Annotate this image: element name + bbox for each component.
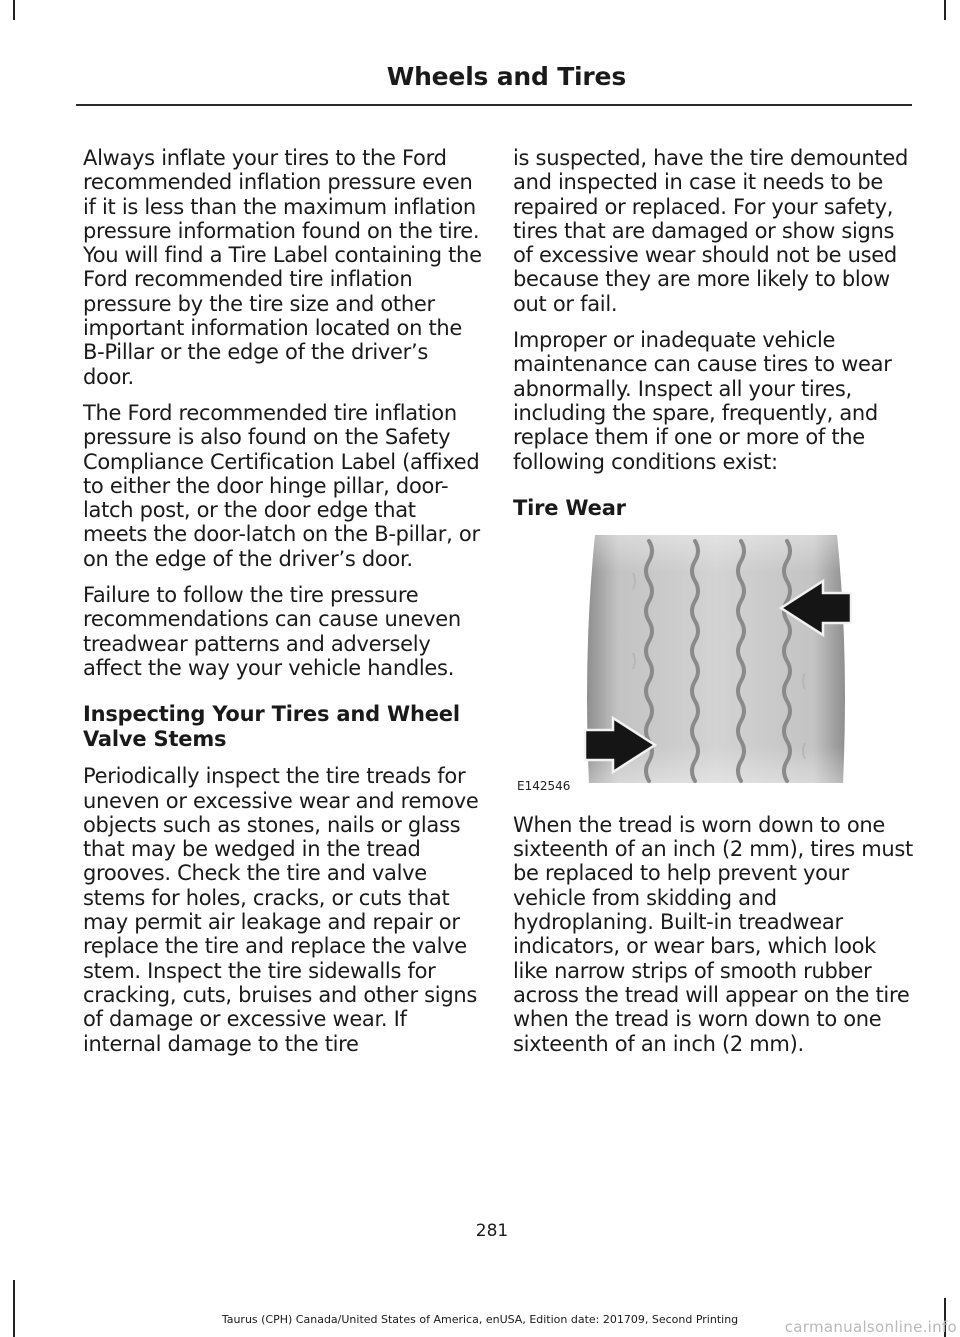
crop-mark-top-right	[944, 0, 946, 20]
footer-text: Taurus (CPH) Canada/United States of America, enUSA, Edition date: 201709, Second Printing	[221, 1313, 739, 1326]
page-title: Wheels and Tires	[386, 62, 626, 91]
header-divider	[76, 104, 912, 106]
paragraph: When the tread is worn down to one sixteenth of an inch (2 mm), tires must be replaced to help prevent your vehicle from skidding and hydroplaning. Built-in treadwear indicators, or wear bars, which look like narrow strips of smooth rubber across the tread will appear on the tire when the tread is worn down to one sixteenth of an inch (2 mm).	[513, 812, 913, 1056]
section-heading: Inspecting Your Tires and Wheel Valve Stems	[83, 702, 460, 752]
paragraph: Failure to follow the tire pressure recommendations can cause uneven treadwear patterns and adversely affect the way your vehicle handles.	[83, 583, 461, 680]
right-column	[513, 146, 913, 1068]
tire-wear-figure	[513, 533, 913, 795]
watermark: carmanualsonline.info	[784, 1318, 957, 1336]
crop-mark-top-left	[13, 0, 15, 20]
figure-code: E142546	[517, 778, 571, 793]
paragraph: The Ford recommended tire inflation pressure is also found on the Safety Compliance Certification Label (affixed to either the door hinge pillar, door-latch post, or the door edge that meets the door-latch on the B-pillar, or on the edge of the driver’s door.	[83, 400, 480, 571]
paragraph: Periodically inspect the tire treads for uneven or excessive wear and remove objects such as stones, nails or glass that may be wedged in the tread grooves. Check the tire and valve stems for holes, cracks, or cuts that may permit air leakage and repair or replace the tire and replace the valve stem. Inspect the tire sidewalls for cracking, cuts, bruises and other signs of damage or excessive wear. If internal damage to the tire	[83, 764, 479, 1056]
paragraph: is suspected, have the tire demounted and inspected in case it needs to be repaired or replaced. For your safety, tires that are damaged or show signs of excessive wear should not be used because they are more likely to blow out or fail.	[513, 146, 909, 316]
crop-mark-bottom-left	[13, 1280, 15, 1337]
page-number: 281	[475, 1221, 509, 1241]
section-heading: Tire Wear	[513, 495, 626, 520]
tire-tread-wear-bar-illustration	[513, 533, 913, 795]
paragraph: Always inflate your tires to the Ford recommended inflation pressure even if it is less than the maximum inflation pressure information found on the tire. You will find a Tire Label containing the Ford recommended tire inflation pressure by the tire size and other important information located on the B-Pillar or the edge of the driver’s door.	[83, 146, 482, 389]
left-column	[83, 146, 483, 1068]
paragraph: Improper or inadequate vehicle maintenance can cause tires to wear abnormally. Inspect all your tires, including the spare, frequently, and replace them if one or more of the following conditions exist:	[513, 328, 892, 474]
